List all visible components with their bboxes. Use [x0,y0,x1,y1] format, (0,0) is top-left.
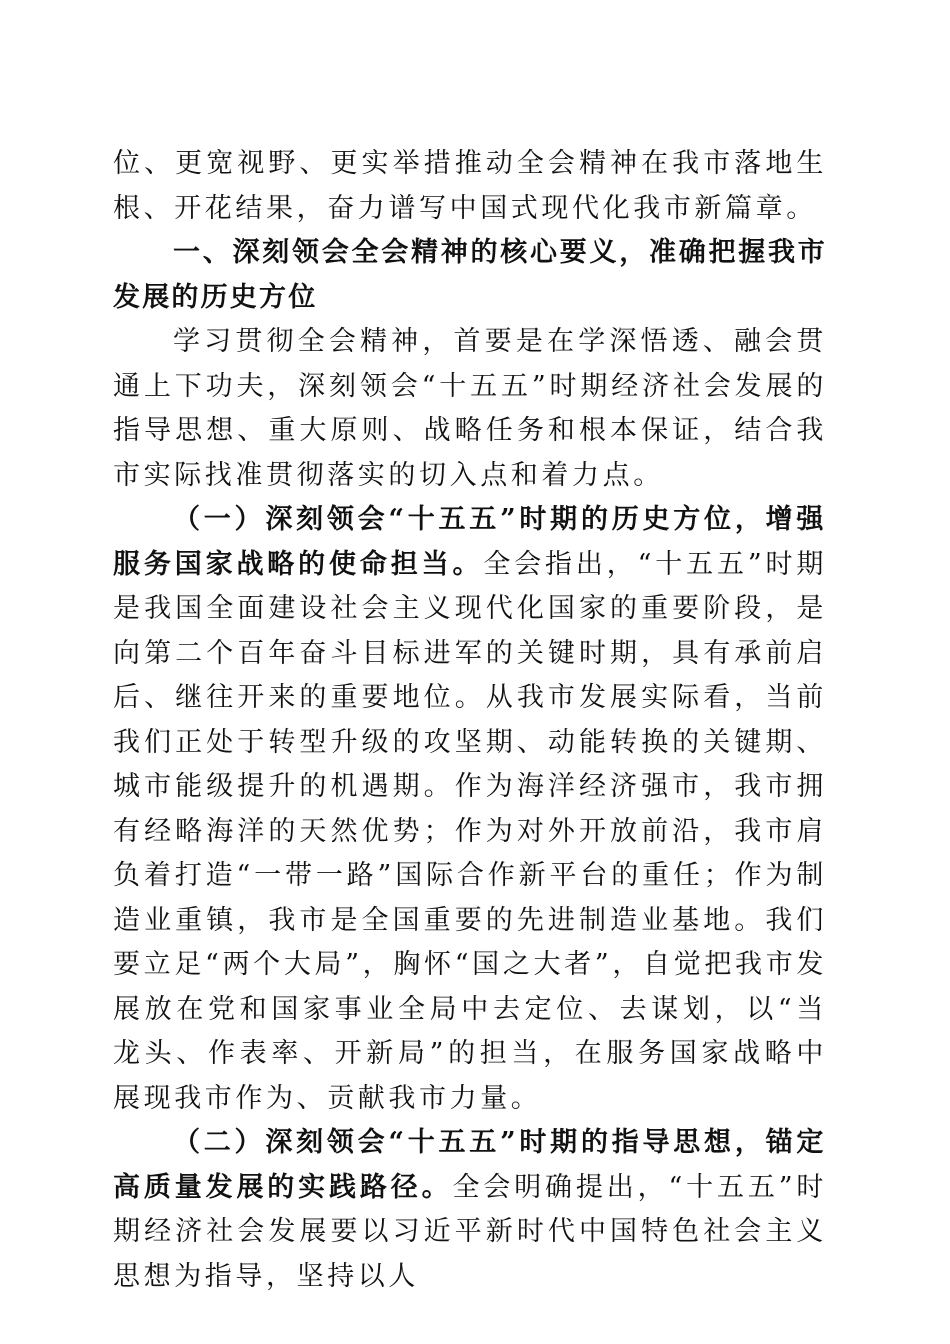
item-2-heading: （二）深刻领会“十五五”时期的指导思想，锚定高质量发展的实践路径。 [113,1127,827,1203]
item-2-paragraph [113,1121,827,1299]
item-2-body: 全会明确提出，“十五五”时期经济社会发展要以习近平新时代中国特色社会主义思想为指导，坚持以人 [113,1171,827,1292]
document-body [113,142,827,1299]
section-intro-paragraph: 学习贯彻全会精神，首要是在学深悟透、融会贯通上下功夫，深刻领会“十五五”时期经济社会发展的指导思想、重大原则、战略任务和根本保证，结合我市实际找准贯彻落实的切入点和着力点。 [113,326,827,491]
item-1-heading: （一）深刻领会“十五五”时期的历史方位，增强服务国家战略的使命担当。 [113,504,827,580]
intro-paragraph-tail: 位、更宽视野、更实举措推动全会精神在我市落地生根、开花结果，奋力谱写中国式现代化我市新篇章。 [113,148,827,224]
item-1-paragraph [113,498,827,1121]
section-heading: 一、深刻领会全会精神的核心要义，准确把握我市发展的历史方位 [113,237,827,313]
item-1-body: 全会指出，“十五五”时期是我国全面建设社会主义现代化国家的重要阶段，是向第二个百年奋斗目标进军的关键时期，具有承前启后、继往开来的重要地位。从我市发展实际看，当前我们正处于转型升级的攻坚期、动能转换的关键期、城市能级提升的机遇期。作为海洋经济强市，我市拥有经略海洋的天然优势；作为对外开放前沿，我市肩负着打造“一带一路”国际合作新平台的重任；作为制造业重镇，我市是全国重要的先进制造业基地。我们要立足“两个大局”，胸怀“国之大者”，自觉把我市发展放在党和国家事业全局中去定位、去谋划，以“当龙头、作表率、开新局”的担当，在服务国家战略中展现我市作为、贡献我市力量。 [113,548,827,1114]
